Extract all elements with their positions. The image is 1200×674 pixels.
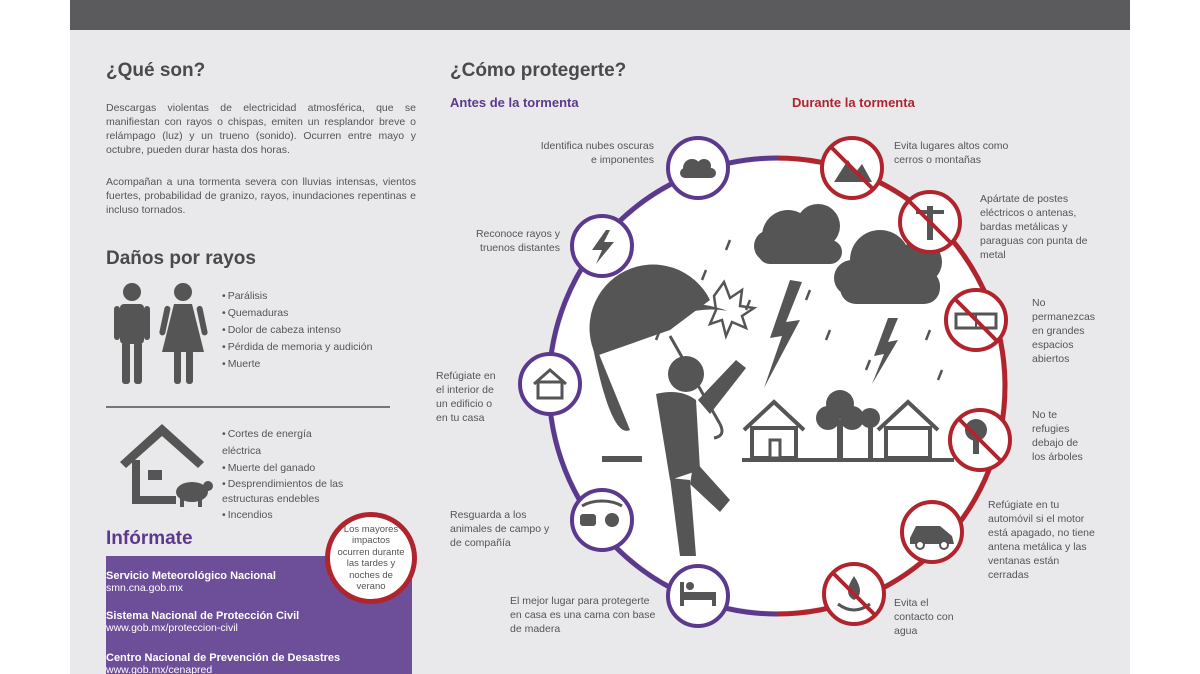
list-item: • Quemaduras [222,305,372,322]
como-title: ¿Cómo protegerte? [450,60,627,81]
que-son-paragraph-2: Acompañan a una tormenta severa con lluvias intensas, vientos fuertes, probabilidad de granizo, rayos, inundaciones repentinas e incluso tornados. [106,176,416,216]
informate-title: Infórmate [106,528,193,549]
list-item: • Incendios [222,507,348,524]
animals-icon [572,490,632,550]
bed-icon [668,566,728,626]
car-icon [902,502,962,562]
antes-tip-3: Refúgiate en el interior de un edificio o en tu casa [436,370,496,424]
infographic-sheet [70,0,1130,674]
durante-tip-1: Evita lugares altos como cerros o montañas [894,140,1009,166]
entry-name: Sistema Nacional de Protección Civil [106,610,300,622]
mountain-prohibited-icon [822,138,882,198]
tree-prohibited-icon [950,410,1010,470]
list-item: • Cortes de energía eléctrica [222,426,348,460]
house-icon [520,354,580,414]
list-item: • Pérdida de memoria y audición [222,339,372,356]
antes-tip-2: Reconoce rayos y truenos distantes [475,228,560,254]
durante-tip-3: No permanezcas en grandes espacios abiertos [1032,297,1096,365]
durante-tip-5: Refúgiate en tu automóvil si el motor está apagado, no tiene antena metálica y las ventanas están cerradas [988,499,1095,581]
antes-tip-5: El mejor lugar para protegerte en casa es una cama con base de madera [510,595,656,635]
open-field-prohibited-icon [946,290,1006,350]
list-item: • Dolor de cabeza intenso [222,322,372,339]
entry-url[interactable]: www.gob.mx/proteccion-civil [106,622,238,634]
list-item: • Parálisis [222,288,372,305]
water-prohibited-icon [824,564,884,624]
list-item: • Muerte del ganado [222,460,348,477]
summer-impact-badge: Los mayores impactos ocurren durante las tardes y noches de verano [325,512,417,604]
durante-tip-4: No te refugies debajo de los árboles [1032,409,1083,463]
antes-tip-4: Resguarda a los animales de campo y de compañía [450,509,550,549]
durante-title: Durante la tormenta [792,95,915,110]
entry-url[interactable]: smn.cna.gob.mx [106,582,184,594]
list-item: • Desprendimientos de las estructuras endebles [222,477,348,507]
protection-ring-diagram [70,0,1130,674]
durante-tip-6: Evita el contacto con agua [894,597,954,637]
antes-tip-1: Identifica nubes oscuras e imponentes [540,140,654,166]
entry-url[interactable]: www.gob.mx/cenapred [106,664,213,674]
antes-title: Antes de la tormenta [450,95,579,110]
entry-name: Centro Nacional de Prevención de Desastres [106,652,341,664]
danos-title: Daños por rayos [106,248,256,269]
cloud-icon [668,138,728,198]
lightning-bolt-icon [572,216,632,276]
list-item: • Muerte [222,356,372,373]
que-son-paragraph-1: Descargas violentas de electricidad atmosférica, que se manifiestan con rayos o chispas, emiten un resplandor breve o relámpago (luz) y un trueno (sonido). Ocurren entre mayo y octubre, pueden durar hasta dos horas. [106,102,416,156]
power-pole-prohibited-icon [900,192,960,252]
entry-name: Servicio Meteorológico Nacional [106,570,276,582]
durante-tip-2: Apártate de postes eléctricos o antenas, bardas metálicas y paraguas con punta de metal [980,193,1088,261]
que-son-title: ¿Qué son? [106,60,206,81]
